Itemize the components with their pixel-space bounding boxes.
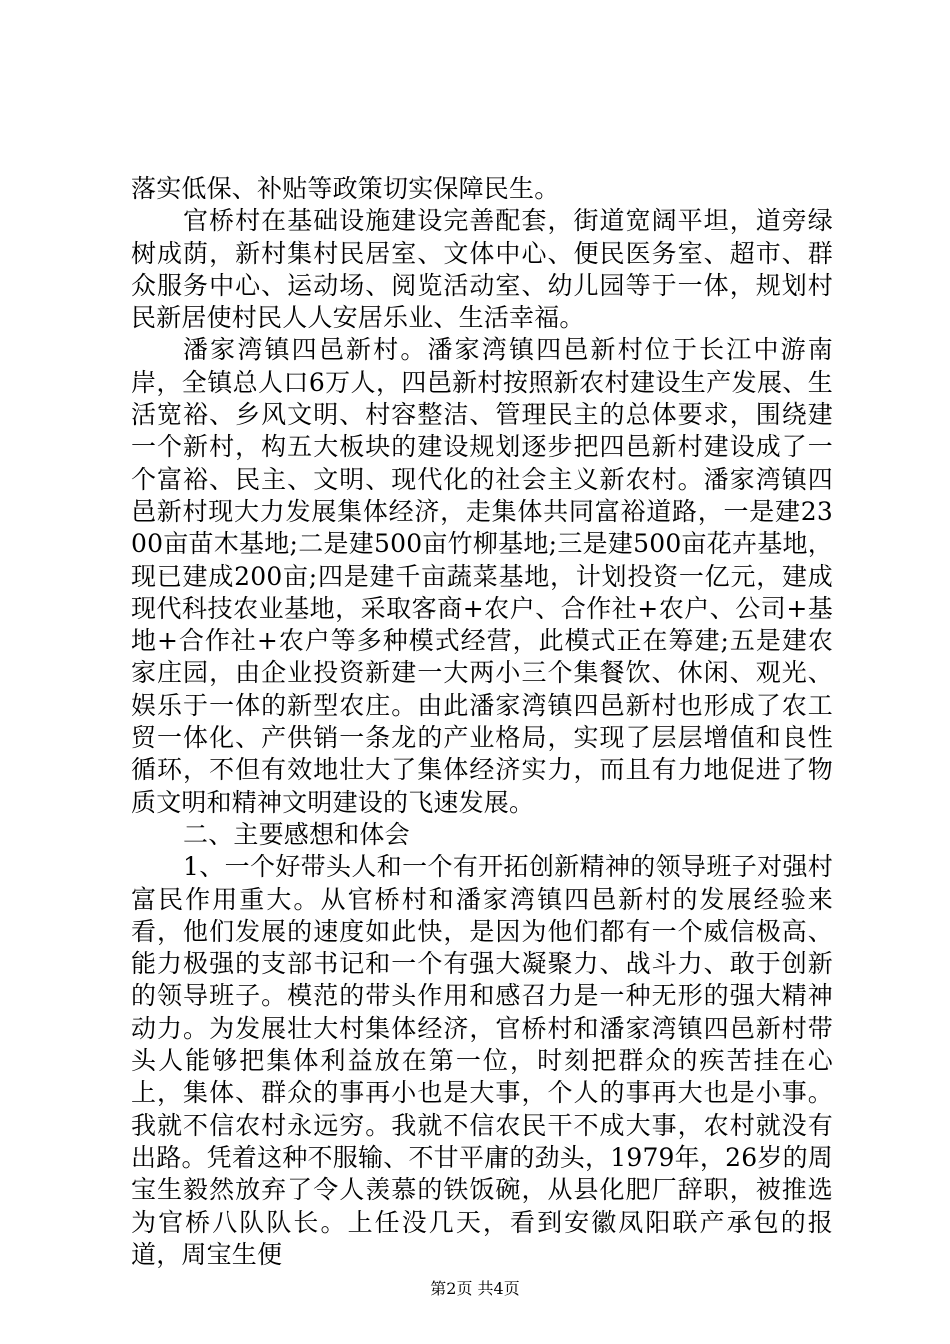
- page-number-footer: 第2页 共4页: [430, 1279, 520, 1298]
- paragraph-siyi-new-village: 潘家湾镇四邑新村。潘家湾镇四邑新村位于长江中游南岸，全镇总人口6万人，四邑新村按照新农村建设生产发展、生活宽裕、乡风文明、村容整洁、管理民主的总体要求，围绕建一个新村，构五大板块的建设规划逐步把四邑新村建设成了一个富裕、民主、文明、现代化的社会主义新农村。潘家湾镇四邑新村现大力发展集体经济，走集体共同富裕道路，一是建2300亩苗木基地;二是建500亩竹柳基地;三是建500亩花卉基地，现已建成200亩;四是建千亩蔬菜基地，计划投资一亿元，建成现代科技农业基地，采取客商+农户、合作社+农户、公司+基地+合作社+农户等多种模式经营，此模式正在筹建;五是建农家庄园，由企业投资新建一大两小三个集餐饮、休闲、观光、娱乐于一体的新型农庄。由此潘家湾镇四邑新村也形成了农工贸一体化、产供销一条龙的产业格局，实现了层层增值和良性循环，不但有效地壮大了集体经济实力，而且有力地促进了物质文明和精神文明建设的飞速发展。: [131, 335, 833, 817]
- document-body: [131, 173, 833, 1271]
- paragraph-continuation: 落实低保、补贴等政策切实保障民生。: [131, 174, 560, 203]
- section-heading-reflections: 二、主要感想和体会: [183, 819, 410, 849]
- paragraph-guanqiao-infrastructure: 官桥村在基础设施建设完善配套，街道宽阔平坦，道旁绿树成荫，新村集村民居室、文体中心、便民医务室、超市、群众服务中心、运动场、阅览活动室、幼儿园等于一体，规划村民新居使村民人人安居乐业、生活幸福。: [131, 206, 833, 333]
- paragraph-leadership: 1、一个好带头人和一个有开拓创新精神的领导班子对强村富民作用重大。从官桥村和潘家湾镇四邑新村的发展经验来看，他们发展的速度如此快，是因为他们都有一个威信极高、能力极强的支部书记和一个有强大凝聚力、战斗力、敢于创新的领导班子。模范的带头作用和感召力是一种无形的强大精神动力。为发展壮大村集体经济，官桥村和潘家湾镇四邑新村带头人能够把集体利益放在第一位，时刻把群众的疾苦挂在心上，集体、群众的事再小也是大事，个人的事再大也是小事。我就不信农村永远穷。我就不信农民干不成大事，农村就没有出路。凭着这种不服输、不甘平庸的劲头，1979年，26岁的周宝生毅然放弃了令人羡慕的铁饭碗，从县化肥厂辞职，被推选为官桥八队队长。上任没几天，看到安徽凤阳联产承包的报道，周宝生便: [131, 852, 833, 1269]
